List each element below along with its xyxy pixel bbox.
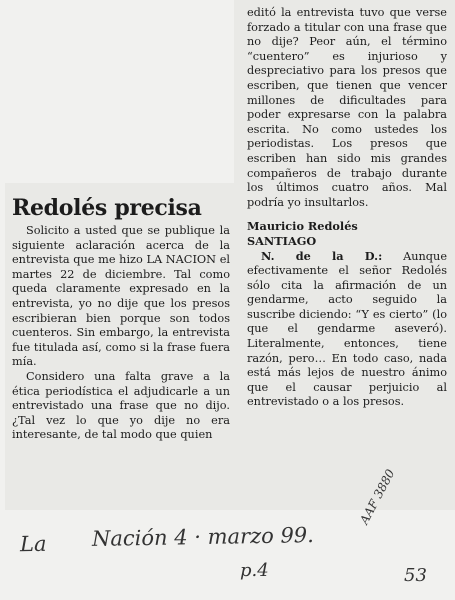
article-left-column xyxy=(12,224,230,443)
article-right-column xyxy=(247,6,447,410)
signature-place: SANTIAGO xyxy=(247,233,317,248)
editor-note xyxy=(247,249,447,411)
handwritten-page: p.4 xyxy=(240,560,269,581)
body-paragraph-1: Solicito a usted que se publique la siguiente aclaración acerca de la entrevista que me hizo LA NACION el martes 22 de diciembre. Tal como queda claramente expresado en la entrevista, yo no dije que los presos escribieran bien porque son todos cuenteros. Sin embargo, la entrevista fue titulada así, como si la frase fuera mía. xyxy=(12,224,230,369)
article-title: Redolés precisa xyxy=(12,195,202,221)
handwritten-date: Nación 4 · marzo 99. xyxy=(91,523,315,551)
handwritten-source: La xyxy=(19,531,47,557)
handwritten-number: 53 xyxy=(404,565,427,586)
body-paragraph-continued: editó la entrevista tuvo que verse forzado a titular con una frase que no dije? Peor aún, el término “cuentero” es injurioso y despreciativo para los presos que escriben, que tienen que vencer millones de dificultades para poder expresarse con la palabra escrita. No como ustedes los periodistas. Los presos que escriben han sido mis grandes compañeros de trabajo durante los últimos cuatro años. Mal podría yo insultarlos. xyxy=(247,6,447,209)
signature-name: Mauricio Redolés xyxy=(247,219,358,234)
letter-signature xyxy=(247,219,447,248)
editor-note-text: Aunque efectivamente el señor Redolés sólo cita la afirmación de un gendarme, acto seguido la suscribe diciendo: “Y es cierto” (lo que el gendarme aseveró). Literalmente, entonces, tiene razón, pero… En todo caso, nada está más lejos de nuestro ánimo que el causar perjuicio al entrevistado o a los presos. xyxy=(247,249,448,409)
body-paragraph-2: Considero una falta grave a la ética periodística el adjudicarle a un entrevistado una frase que no dijo. ¿Tal vez lo que yo dije no era interesante, de tal modo que quien xyxy=(12,369,230,442)
handwritten-reference: AAF 3880 xyxy=(357,467,398,527)
editor-note-label: N. de la D.: xyxy=(261,248,383,263)
